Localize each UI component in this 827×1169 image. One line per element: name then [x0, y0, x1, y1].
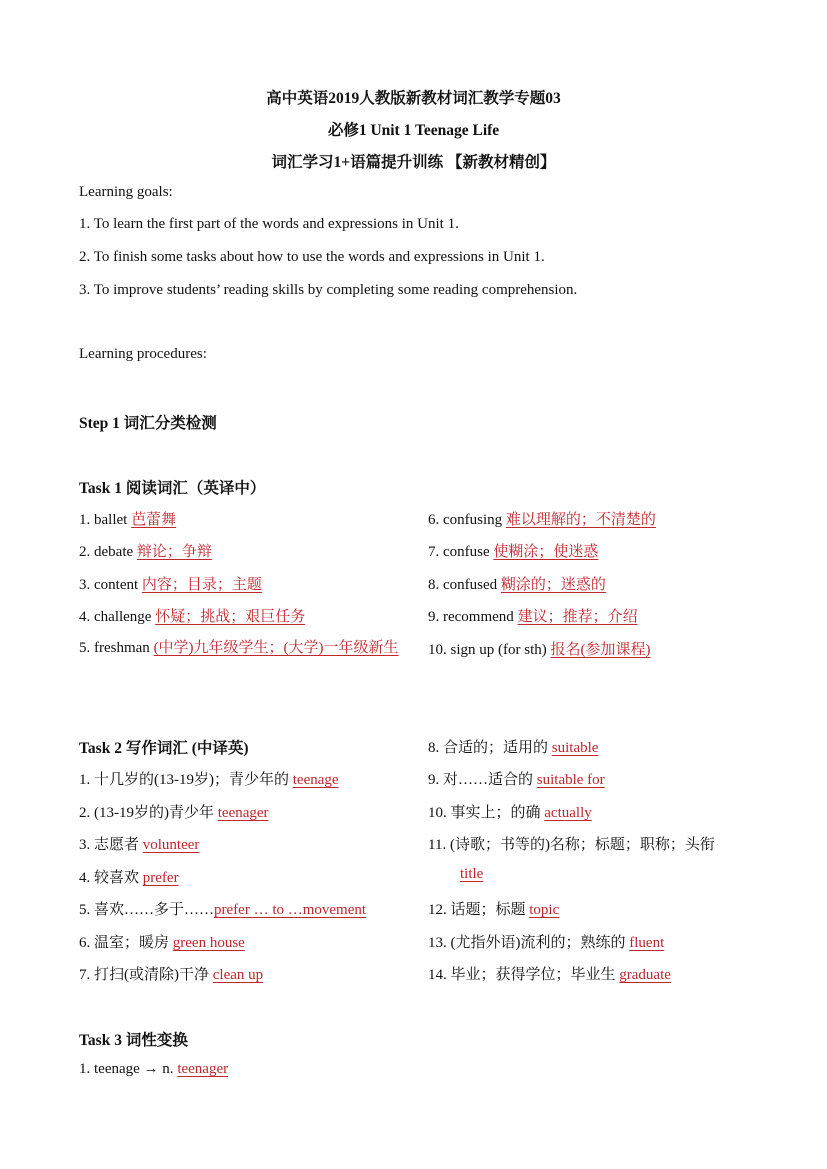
- vocab-item: 6. 温室；暖房 green house: [79, 935, 245, 951]
- answer: graduate: [619, 967, 671, 983]
- answer: 怀疑；挑战；艰巨任务: [155, 609, 306, 625]
- task3-heading: Task 3 词性变换: [79, 1032, 188, 1049]
- vocab-item: 3. content 内容；目录；主题: [79, 577, 262, 593]
- vocab-item: 1. teenage → n. teenager: [79, 1061, 229, 1077]
- answer: teenage: [292, 772, 339, 788]
- answer: volunteer: [142, 837, 200, 853]
- vocab-item: 2. (13-19岁的)青少年 teenager: [79, 805, 269, 821]
- vocab-item: 7. confuse 使糊涂；使迷惑: [428, 544, 599, 560]
- vocab-item: 8. confused 糊涂的；迷惑的: [428, 577, 606, 593]
- answer: 糊涂的；迷惑的: [500, 577, 606, 593]
- vocab-item: 10. 事实上；的确 actually: [428, 805, 592, 821]
- vocab-item: 1. ballet 芭蕾舞: [79, 512, 177, 528]
- vocab-item: 5. freshman (中学)九年级学生；(大学)一年级新生: [79, 640, 399, 656]
- answer: prefer: [142, 870, 179, 886]
- answer: 难以理解的；不清楚的: [505, 512, 656, 528]
- answer: topic: [529, 902, 560, 918]
- vocab-item: 9. 对……适合的 suitable for: [428, 772, 605, 788]
- answer: teenager: [217, 805, 269, 821]
- vocab-item: 7. 打扫(或清除)干净 clean up: [79, 967, 264, 983]
- answer: title: [460, 866, 484, 882]
- goals-label: Learning goals:: [79, 184, 173, 200]
- answer: suitable for: [536, 772, 605, 788]
- vocab-item: 10. sign up (for sth) 报名(参加课程): [428, 642, 651, 658]
- answer: teenager: [177, 1061, 229, 1077]
- task2-heading: Task 2 写作词汇 (中译英): [79, 740, 249, 757]
- task1-heading: Task 1 阅读词汇（英译中）: [79, 480, 266, 497]
- answer: suitable: [551, 740, 599, 756]
- goal-item: 1. To learn the first part of the words and expressions in Unit 1.: [79, 216, 459, 232]
- answer: green house: [172, 935, 245, 951]
- goal-item: 3. To improve students’ reading skills by completing some reading comprehension.: [79, 282, 578, 298]
- answer: 芭蕾舞: [131, 512, 177, 528]
- vocab-item: 8. 合适的；适用的 suitable: [428, 740, 599, 756]
- answer: 内容；目录；主题: [141, 577, 262, 593]
- vocab-item: 11. (诗歌；书等的)名称；标题；职称；头衔: [428, 837, 715, 853]
- answer: clean up: [212, 967, 264, 983]
- answer: 辩论；争辩: [136, 544, 212, 560]
- answer: actually: [544, 805, 592, 821]
- vocab-item: 6. confusing 难以理解的；不清楚的: [428, 512, 656, 528]
- vocab-item: 4. 较喜欢 prefer: [79, 870, 179, 886]
- vocab-item: 1. 十几岁的(13-19岁)；青少年的 teenage: [79, 772, 339, 788]
- procedures-label: Learning procedures:: [79, 346, 207, 362]
- answer: prefer … to …movement: [214, 902, 367, 918]
- answer: 建议；推荐；介绍: [517, 609, 638, 625]
- vocab-item: 4. challenge 怀疑；挑战；艰巨任务: [79, 609, 306, 625]
- answer: 使糊涂；使迷惑: [493, 544, 599, 560]
- doc-subtitle-unit: 必修1 Unit 1 Teenage Life: [327, 122, 500, 139]
- vocab-item: 3. 志愿者 volunteer: [79, 837, 200, 853]
- vocab-item: 2. debate 辩论；争辩: [79, 544, 212, 560]
- step1-heading: Step 1 词汇分类检测: [79, 415, 217, 432]
- answer: 报名(参加课程): [550, 642, 651, 658]
- doc-title: 高中英语2019人教版新教材词汇教学专题03: [266, 90, 561, 107]
- doc-subtitle-tag: 词汇学习1+语篇提升训练 【新教材精创】: [271, 154, 556, 171]
- answer: fluent: [629, 935, 665, 951]
- goal-item: 2. To finish some tasks about how to use the words and expressions in Unit 1.: [79, 249, 545, 265]
- vocab-item: 13. (尤指外语)流利的；熟练的 fluent: [428, 935, 665, 951]
- vocab-item-continuation: [460, 866, 483, 883]
- vocab-item: 14. 毕业；获得学位；毕业生 graduate: [428, 967, 671, 983]
- vocab-item: 5. 喜欢……多于……prefer … to …movement: [79, 902, 367, 918]
- vocab-item: 12. 话题；标题 topic: [428, 902, 560, 918]
- answer: (中学)九年级学生；(大学)一年级新生: [153, 640, 399, 656]
- vocab-item: 9. recommend 建议；推荐；介绍: [428, 609, 638, 625]
